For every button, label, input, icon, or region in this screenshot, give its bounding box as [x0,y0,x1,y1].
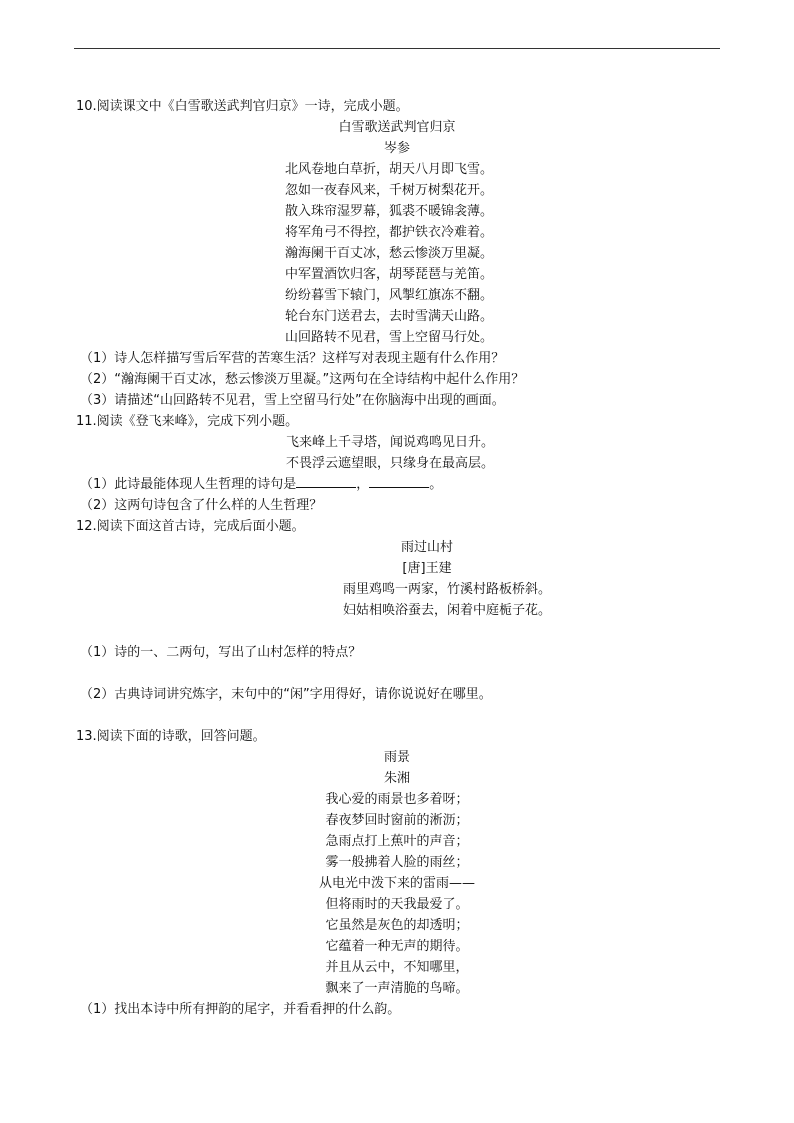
q13-poem-author: 朱湘 [383,771,410,786]
q12-question-2: （2）古典诗词讲究炼字，末句中的“闲”字用得好，请你说说好在哪里。 [80,687,492,702]
q10-poem-line: 中军置酒饮归客，胡琴琵琶与羌笛。 [285,267,494,282]
q13-poem-line: 它虽然是灰色的却透明； [325,918,469,933]
q10-poem-line: 山回路转不见君，雪上空留马行处。 [285,330,494,345]
q11-question-1-end: 。 [429,477,443,492]
q11-poem-line: 飞来峰上千寻塔，闻说鸡鸣见日升。 [286,435,495,450]
q12-poem-line: 妇姑相唤浴蚕去，闲着中庭栀子花。 [343,603,552,618]
q13-poem-line: 它蕴着一种无声的期待。 [325,939,469,954]
q13-poem-line: 急雨点打上蕉叶的声音； [325,834,469,849]
q10-poem-line: 忽如一夜春风来，千树万树梨花开。 [285,183,494,198]
q12-poem-title: 雨过山村 [400,540,453,555]
q13-poem-title: 雨景 [383,750,410,765]
q11-poem-line: 不畏浮云遮望眼，只缘身在最高层。 [286,456,495,471]
q10-poem-line: 北风卷地白草折，胡天八月即飞雪。 [285,162,494,177]
q12-poem-line: 雨里鸡鸣一两家，竹溪村路板桥斜。 [343,582,552,597]
q13-poem-line: 雾一般拂着人脸的雨丝； [325,855,469,870]
q13-poem-line: 但将雨时的天我最爱了。 [325,897,469,912]
q13-intro: 13.阅读下面的诗歌，回答问题。 [76,729,266,744]
q11-question-2: （2）这两句诗包含了什么样的人生哲理？ [80,498,323,513]
q11-question-1-sep: ， [356,477,370,492]
q10-question-2: （2）“瀚海阑干百丈冰，愁云惨淡万里凝。”这两句在全诗结构中起什么作用？ [80,372,525,387]
document-body [0,96,794,1020]
q13-question-1: （1）找出本诗中所有押韵的尾字，并看看押的什么韵。 [80,1002,401,1017]
answer-blank-2[interactable] [369,475,429,488]
q10-poem-line: 将军角弓不得控，都护铁衣冷难着。 [285,225,494,240]
q13-poem-line: 春夜梦回时窗前的淅沥； [325,813,469,828]
answer-blank-1[interactable] [296,475,356,488]
q10-poem-line: 纷纷暮雪下辕门，风掣红旗冻不翻。 [285,288,494,303]
q12-poem-author: [唐]王建 [402,561,452,576]
q10-question-3: （3）请描述“山回路转不见君，雪上空留马行处”在你脑海中出现的画面。 [80,393,505,408]
q12-question-1: （1）诗的一、二两句，写出了山村怎样的特点？ [80,645,362,660]
q11-intro: 11.阅读《登飞来峰》，完成下列小题。 [76,414,299,429]
q10-poem-line: 瀚海阑干百丈冰，愁云惨淡万里凝。 [285,246,494,261]
q13-poem-line: 我心爱的雨景也多着呀； [325,792,469,807]
q10-poem-title: 白雪歌送武判官归京 [338,120,456,135]
q11-question-1-prefix: （1）此诗最能体现人生哲理的诗句是 [80,477,297,492]
q11-question-1 [0,474,794,495]
q10-poem-line: 轮台东门送君去，去时雪满天山路。 [285,309,494,324]
q13-poem-line: 从电光中泼下来的雷雨—— [318,876,475,891]
q10-poem-line: 散入珠帘湿罗幕，狐裘不暖锦衾薄。 [285,204,494,219]
q12-intro: 12.阅读下面这首古诗，完成后面小题。 [76,519,305,534]
q10-intro: 10.阅读课文中《白雪歌送武判官归京》一诗，完成小题。 [76,99,409,114]
q13-poem-line: 并且从云中，不知哪里， [325,960,469,975]
q10-question-1: （1）诗人怎样描写雪后军营的苦寒生活？这样写对表现主题有什么作用？ [80,351,505,366]
header-rule [74,48,720,49]
q13-poem-line: 飘来了一声清脆的鸟啼。 [325,981,469,996]
q10-poem-author: 岑参 [383,141,410,156]
